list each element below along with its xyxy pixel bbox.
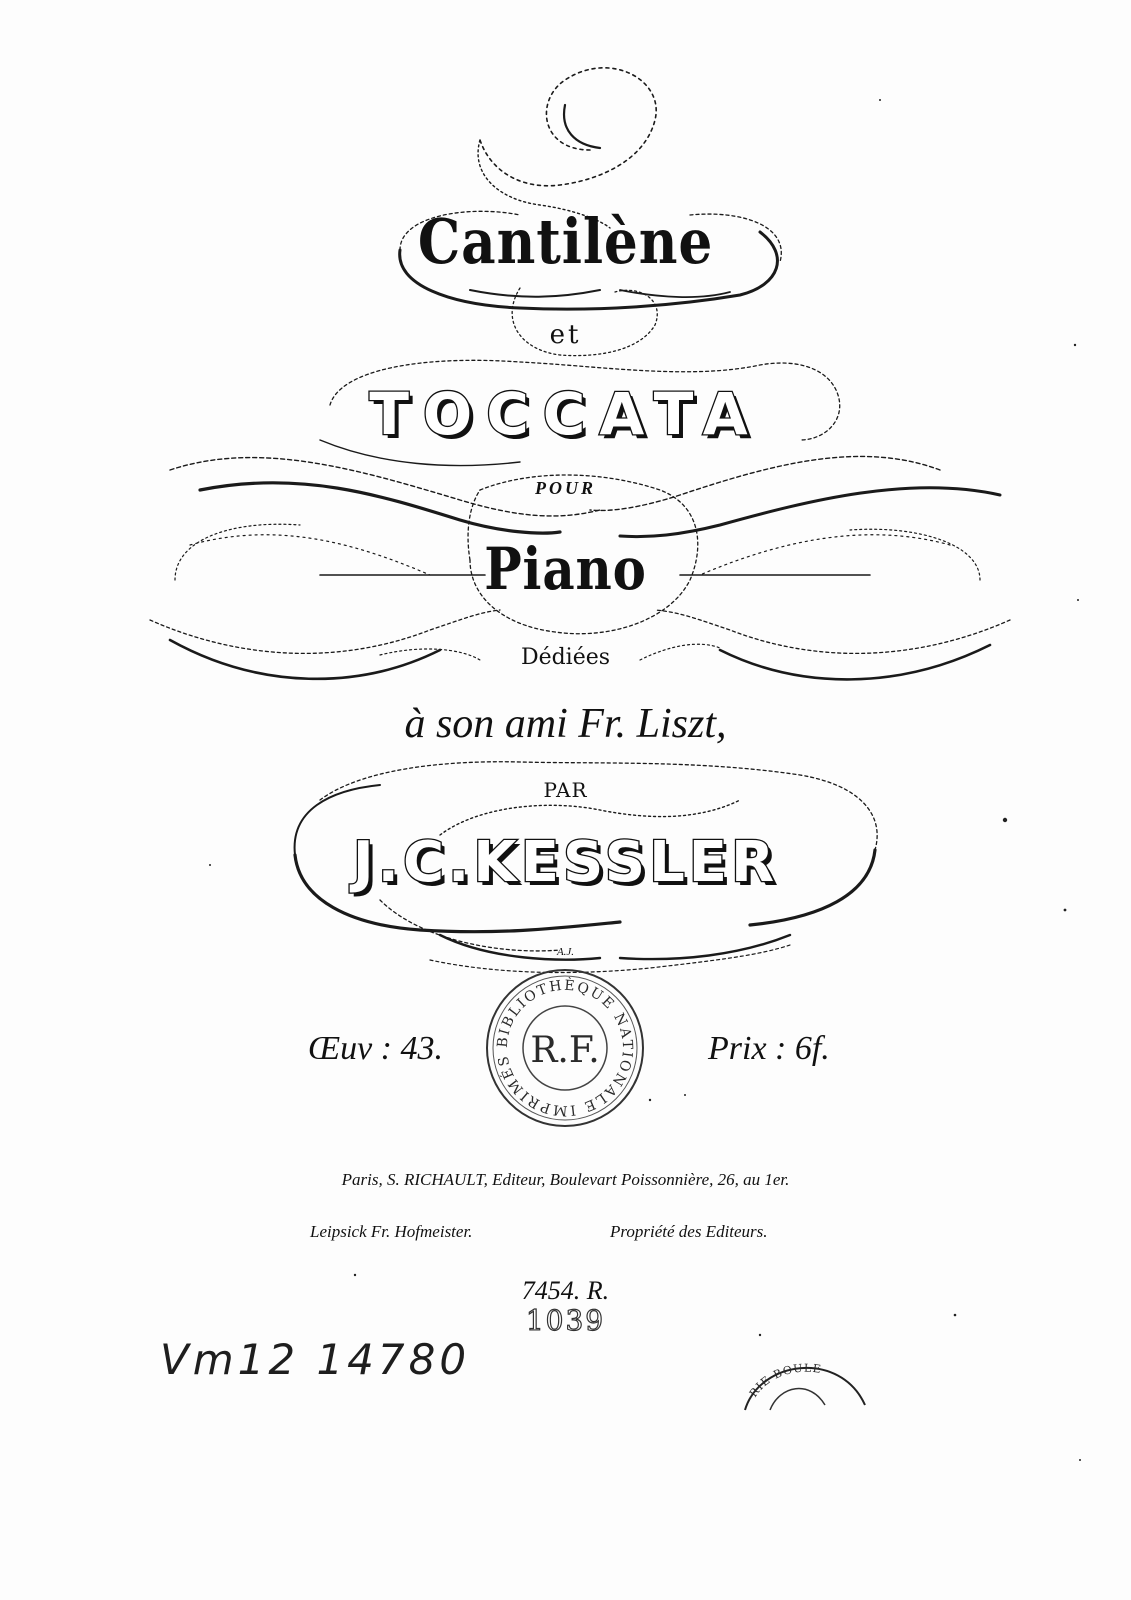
library-stamp — [487, 970, 643, 1126]
dedication-intro: Dédiées — [520, 645, 611, 670]
plate-overstamp: 1039 — [525, 1304, 606, 1337]
publisher-line-2a: Leipsick Fr. Hofmeister. — [310, 1222, 473, 1241]
publisher-line-2b: Propriété des Editeurs. — [610, 1222, 768, 1241]
title-cantilene: Cantilène — [417, 205, 714, 278]
title-toccata: TOCCATA — [369, 380, 762, 448]
dedicatee: à son ami Fr. Liszt, — [404, 701, 727, 747]
par-label: PAR — [543, 778, 588, 802]
svg-text:BIBLIOTHÈQUE NATIONALE IMPRIMÉ: BIBLIOTHÈQUE NATIONALE IMPRIMÉS — [494, 977, 636, 1119]
handwritten-call-number: Vm12 14780 — [160, 1335, 471, 1384]
conjunction-et: et — [549, 320, 582, 350]
publisher-line-1: Paris, S. RICHAULT, Editeur, Boulevart Poissonnière, 26, au 1er. — [341, 1170, 790, 1189]
svg-text:RIE BOULE: RIE BOULE — [746, 1361, 823, 1400]
pour-label: POUR — [535, 478, 596, 498]
svg-text:R.F.: R.F. — [530, 1030, 600, 1071]
opus-number: Œuv : 43. — [308, 1030, 444, 1067]
instrument-piano: Piano — [484, 535, 647, 603]
plate-number: 7454. R. — [521, 1276, 610, 1305]
corner-stamp — [745, 1362, 865, 1410]
composer-name: J.C.KESSLER — [352, 830, 779, 895]
price: Prix : 6f. — [708, 1030, 830, 1067]
engraver-initials: A.J. — [556, 946, 575, 958]
